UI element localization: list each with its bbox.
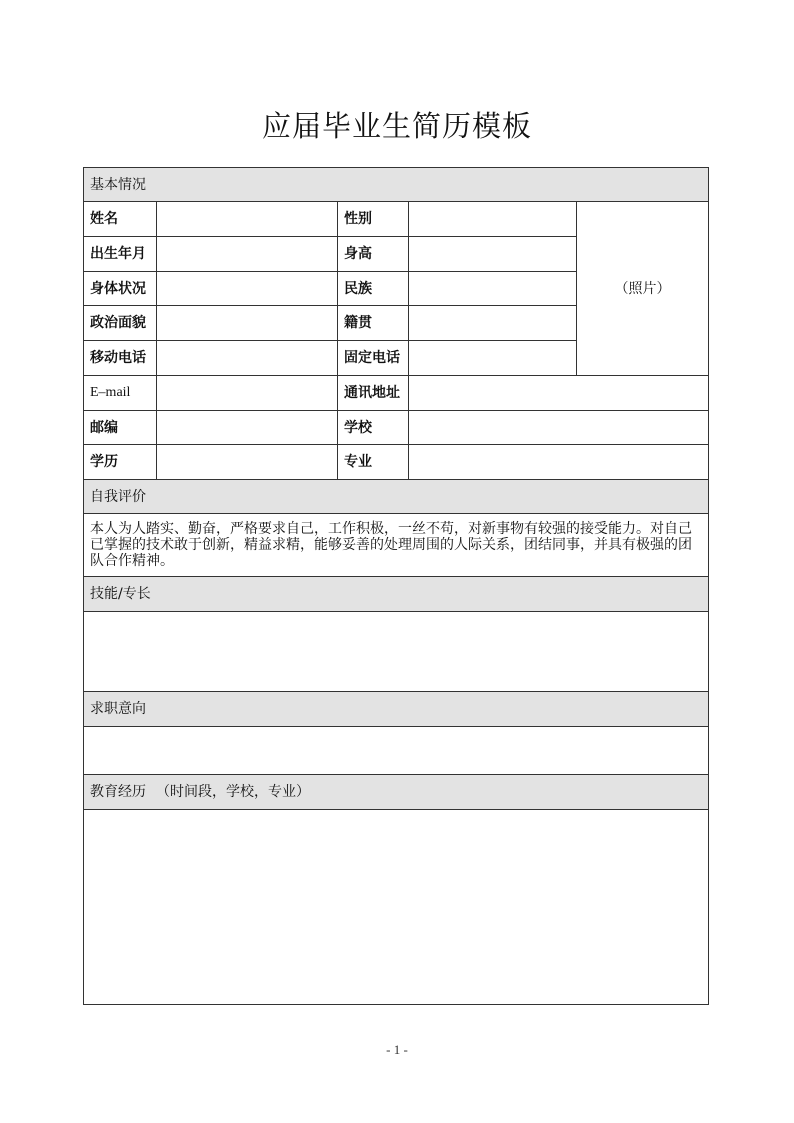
education-history-title: 教育经历 (90, 784, 146, 800)
label-landline: 固定电话 (338, 341, 409, 376)
label-ethnicity: 民族 (338, 272, 409, 306)
section-row-basic-info (84, 168, 709, 202)
table-row (84, 514, 709, 577)
table-row (84, 445, 709, 480)
field-education[interactable] (157, 445, 338, 480)
field-mobile[interactable] (157, 341, 338, 376)
field-gender[interactable] (409, 202, 577, 237)
field-landline[interactable] (409, 341, 577, 376)
section-header-self-evaluation: 自我评价 (84, 480, 709, 514)
label-height: 身高 (338, 237, 409, 272)
section-header-job-intention: 求职意向 (84, 692, 709, 727)
table-row (84, 202, 709, 237)
field-native-place[interactable] (409, 306, 577, 341)
section-row-skills (84, 577, 709, 612)
field-health[interactable] (157, 272, 338, 306)
label-postcode: 邮编 (84, 411, 157, 445)
education-history-field[interactable] (84, 810, 709, 1005)
label-mobile: 移动电话 (84, 341, 157, 376)
page-number: - 1 - (386, 1042, 408, 1057)
page-title: 应届毕业生简历模板 (261, 109, 532, 143)
label-birth: 出生年月 (84, 237, 157, 272)
label-email: E–mail (84, 376, 157, 411)
photo-placeholder[interactable]: （照片） (577, 202, 709, 376)
section-header-skills: 技能/专长 (84, 577, 709, 612)
table-row (84, 612, 709, 692)
label-education: 学历 (84, 445, 157, 480)
label-health: 身体状况 (84, 272, 157, 306)
table-row (84, 727, 709, 775)
field-ethnicity[interactable] (409, 272, 577, 306)
section-row-job-intention (84, 692, 709, 727)
label-name: 姓名 (84, 202, 157, 237)
resume-table (83, 167, 709, 1005)
field-school[interactable] (409, 411, 709, 445)
field-height[interactable] (409, 237, 577, 272)
field-birth[interactable] (157, 237, 338, 272)
label-school: 学校 (338, 411, 409, 445)
label-gender: 性别 (338, 202, 409, 237)
field-postcode[interactable] (157, 411, 338, 445)
section-header-basic-info: 基本情况 (84, 168, 709, 202)
section-row-education-history (84, 775, 709, 810)
table-row (84, 810, 709, 1005)
field-political-status[interactable] (157, 306, 338, 341)
field-major[interactable] (409, 445, 709, 480)
field-address[interactable] (409, 376, 709, 411)
self-evaluation-text[interactable]: 本人为人踏实、勤奋，严格要求自己，工作积极，一丝不苟，对新事物有较强的接受能力。对自己已掌握的技术敢于创新，精益求精，能够妥善的处理周围的人际关系，团结同事，并具有极强的团队合作精神。 (84, 514, 709, 577)
field-name[interactable] (157, 202, 338, 237)
section-row-self-evaluation (84, 480, 709, 514)
label-political-status: 政治面貌 (84, 306, 157, 341)
label-address: 通讯地址 (338, 376, 409, 411)
table-row (84, 411, 709, 445)
job-intention-field[interactable] (84, 727, 709, 775)
label-native-place: 籍贯 (338, 306, 409, 341)
label-major: 专业 (338, 445, 409, 480)
section-header-education-history (84, 775, 709, 810)
education-history-hint: （时间段，学校，专业） (156, 784, 310, 800)
field-email[interactable] (157, 376, 338, 411)
skills-field[interactable] (84, 612, 709, 692)
table-row (84, 376, 709, 411)
